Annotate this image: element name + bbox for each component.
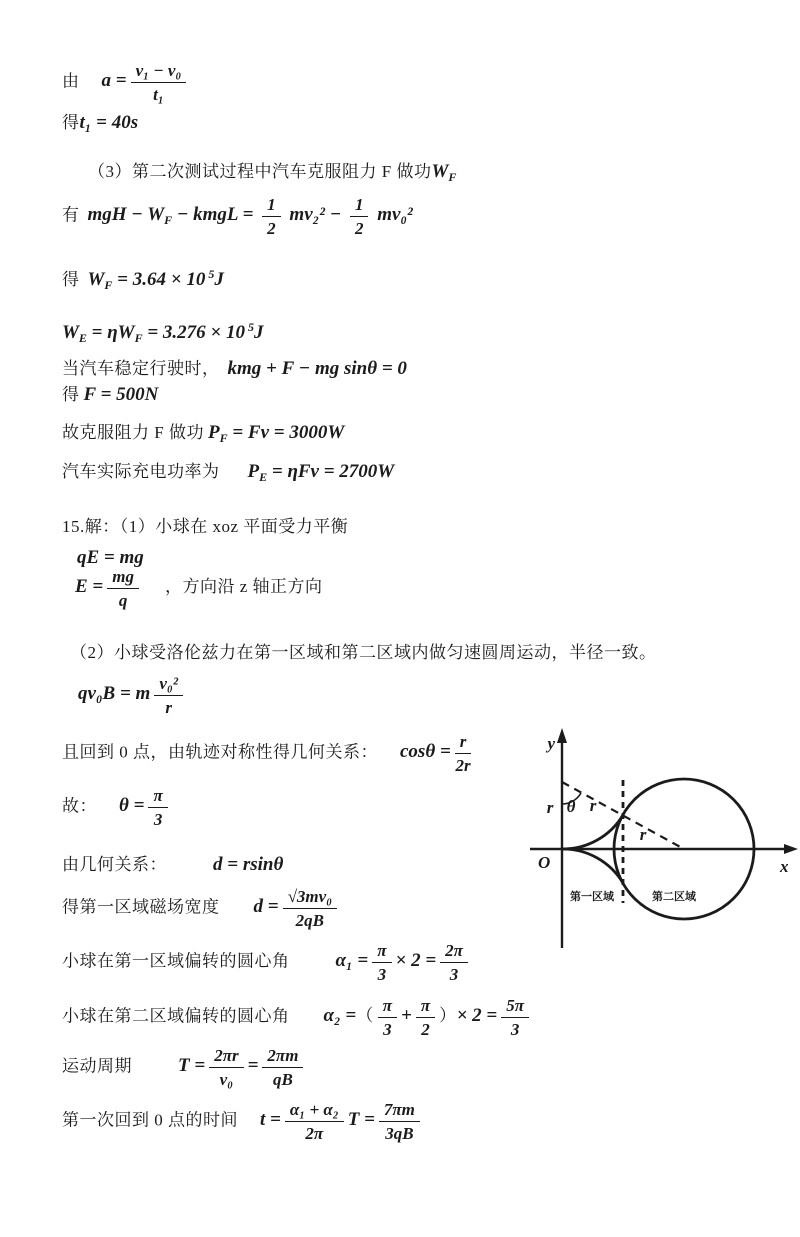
formula: $W_F = 3.64 \times 10$ $^5$J	[87, 267, 224, 292]
eq-period-line	[62, 1045, 307, 1091]
formula: $P_F = Fv = 3000W$	[207, 422, 345, 445]
eq-we-result-line	[62, 314, 264, 351]
y-axis-arrow-icon	[557, 728, 567, 743]
eq-power-pf-line	[62, 420, 344, 451]
fraction: $\frac{\text{v₀²}}{r}$	[154, 673, 183, 719]
problem15-heading-line	[62, 514, 348, 541]
fraction: $\frac{r}{2r}$	[455, 732, 471, 776]
prefix-text: 得	[62, 385, 80, 404]
statement-text: 汽车实际充电功率为	[62, 462, 220, 481]
x-axis-arrow-icon	[784, 844, 798, 854]
eq-wf-result-line	[62, 261, 224, 298]
fraction: $\frac{2\pi}{3}$	[440, 940, 468, 986]
formula: a = $\frac{\text{v₁ − v₀}}{\text{t₁}}$	[102, 73, 191, 90]
region1-label: 第一区域	[570, 891, 614, 903]
formula: E = $\frac{mg}{q}$	[75, 579, 143, 596]
formula: $P_E = \eta Fv = 2700W$	[247, 461, 395, 484]
fraction: $\frac{7\pi m}{3qB}$	[379, 1099, 420, 1145]
statement-text: 当汽车稳定行驶时，	[62, 359, 220, 378]
trajectory-diagram	[500, 716, 800, 954]
eq-theta-result-line	[62, 785, 172, 831]
eq-time-result-line: 得t₁ = 40s	[62, 112, 139, 133]
fraction: $\frac{2\pi m}{qB}$	[262, 1045, 303, 1091]
statement-text: 小球在第一区域偏转的圆心角	[62, 951, 290, 971]
part2-heading-line	[70, 640, 657, 667]
eq-energy-line	[62, 194, 413, 240]
prefix-text: 故：	[62, 796, 97, 816]
statement-text: 故克服阻力 F 做功	[62, 423, 204, 442]
prefix-text: 得	[62, 270, 80, 289]
statement-text: 15.解：（1）小球在 xoz 平面受力平衡	[62, 517, 349, 536]
prefix-text: 得	[62, 113, 80, 132]
statement-text: 由几何关系：	[62, 855, 167, 874]
eq-alpha1-line	[62, 940, 472, 986]
formula: α₂ =（ $\frac{\pi}{3}$ + $\frac{\pi}{2}$ ）× 2 = $\frac{5\pi}{3}$	[324, 1008, 534, 1025]
fraction: $\frac{\text{α₁ + α₂}}{2\pi}$	[285, 1099, 344, 1145]
radius-label-3: r	[639, 825, 647, 844]
eq-efield-line	[75, 566, 323, 612]
theta-label: θ	[566, 797, 576, 816]
statement-text: 第一次回到 0 点的时间	[62, 1110, 238, 1130]
trajectory-diagram-svg	[500, 716, 800, 954]
prefix-text: 由	[62, 71, 80, 91]
part3-heading-line: （3）第二次测试过程中汽车克服阻力 F 做功$W_F$	[88, 161, 457, 184]
eq-return-time-line	[62, 1099, 424, 1145]
eq-field-width-line	[62, 886, 341, 932]
formula: θ = $\frac{\pi}{3}$	[119, 798, 172, 815]
fraction: $\frac{mg}{q}$	[107, 566, 139, 612]
fraction: $\frac{1}{2}$	[350, 194, 369, 240]
region2-label: 第二区域	[652, 891, 696, 903]
formula: qv₀B = m $\frac{\text{v₀²}}{r}$	[78, 686, 187, 703]
radius-label-2: r	[589, 796, 597, 815]
fraction: $\frac{\pi}{2}$	[416, 995, 435, 1041]
fraction: $\frac{\pi}{3}$	[378, 995, 397, 1041]
eq-lorentz-line	[78, 673, 187, 719]
formula: d = $\frac{\text{√3mv₀}}{2qB}$	[254, 899, 342, 916]
formula: t = $\frac{\text{α₁ + α₂}}{2\pi}$ T = $\frac{7\pi m}{3qB}$	[260, 1112, 424, 1129]
fraction: $\frac{\text{v₁ − v₀}}{\text{t₁}}$	[131, 60, 187, 106]
statement-text: （2）小球受洛伦兹力在第一区域和第二区域内做匀速圆周运动，半径一致。	[70, 643, 657, 662]
eq-steady-drive-line: 当汽车稳定行驶时， kmg + F − mg sinθ = 0	[62, 358, 407, 379]
eq-force-result-line: 得 F = 500N	[62, 384, 159, 405]
eq-acceleration-line	[62, 60, 190, 106]
eq-alpha2-line	[62, 995, 533, 1041]
direction-text: ，方向沿 z 轴正方向	[164, 577, 323, 597]
statement-text: 得第一区域磁场宽度	[62, 897, 220, 917]
fraction: $\frac{2\pi r}{\text{v₀}}$	[209, 1045, 243, 1091]
x-axis-label: x	[780, 857, 789, 876]
fraction: $\frac{1}{2}$	[262, 194, 281, 240]
radius-label-1: r	[546, 798, 554, 817]
statement-text: （3）第二次测试过程中汽车克服阻力 F 做功	[88, 162, 432, 181]
fraction: $\frac{\pi}{3}$	[148, 785, 167, 831]
open-paren: （	[356, 1006, 374, 1026]
formula: cosθ = $\frac{r}{2r}$	[400, 732, 471, 776]
origin-label: O	[538, 853, 551, 872]
fraction: $\frac{5\pi}{3}$	[501, 995, 529, 1041]
eq-qe-mg-line: qE = mg	[77, 547, 144, 568]
eq-cos-theta-line	[62, 731, 475, 777]
eq-power-pe-line	[62, 459, 394, 490]
fraction: $\frac{\text{√3mv₀}}{2qB}$	[283, 886, 338, 932]
statement-text: 小球在第二区域偏转的圆心角	[62, 1006, 290, 1026]
prefix-text: 有	[62, 205, 80, 225]
formula: $W_E = \eta W_F = 3.276 \times 10$ $^5$J	[62, 320, 264, 345]
close-paren: ）	[439, 1006, 457, 1026]
formula: α₁ = $\frac{\pi}{3}$ × 2 = $\frac{2\pi}{3}$	[336, 953, 472, 970]
formula: T = $\frac{2\pi r}{\text{v₀}}$ = $\frac{2\pi m}{qB}$	[178, 1058, 307, 1075]
y-axis-label: y	[547, 734, 555, 753]
fraction: $\frac{\pi}{3}$	[372, 940, 391, 986]
eq-geometry-line: 由几何关系： d = rsinθ	[62, 854, 284, 875]
formula: mgH − $W_F$ − kmgL = $\frac{1}{2}$ mv₂² − $\frac{1}{2}$ mv₀²	[87, 195, 413, 239]
statement-text: 且回到 0 点，由轨迹对称性得几何关系：	[62, 742, 378, 762]
statement-text: 运动周期	[62, 1056, 132, 1076]
